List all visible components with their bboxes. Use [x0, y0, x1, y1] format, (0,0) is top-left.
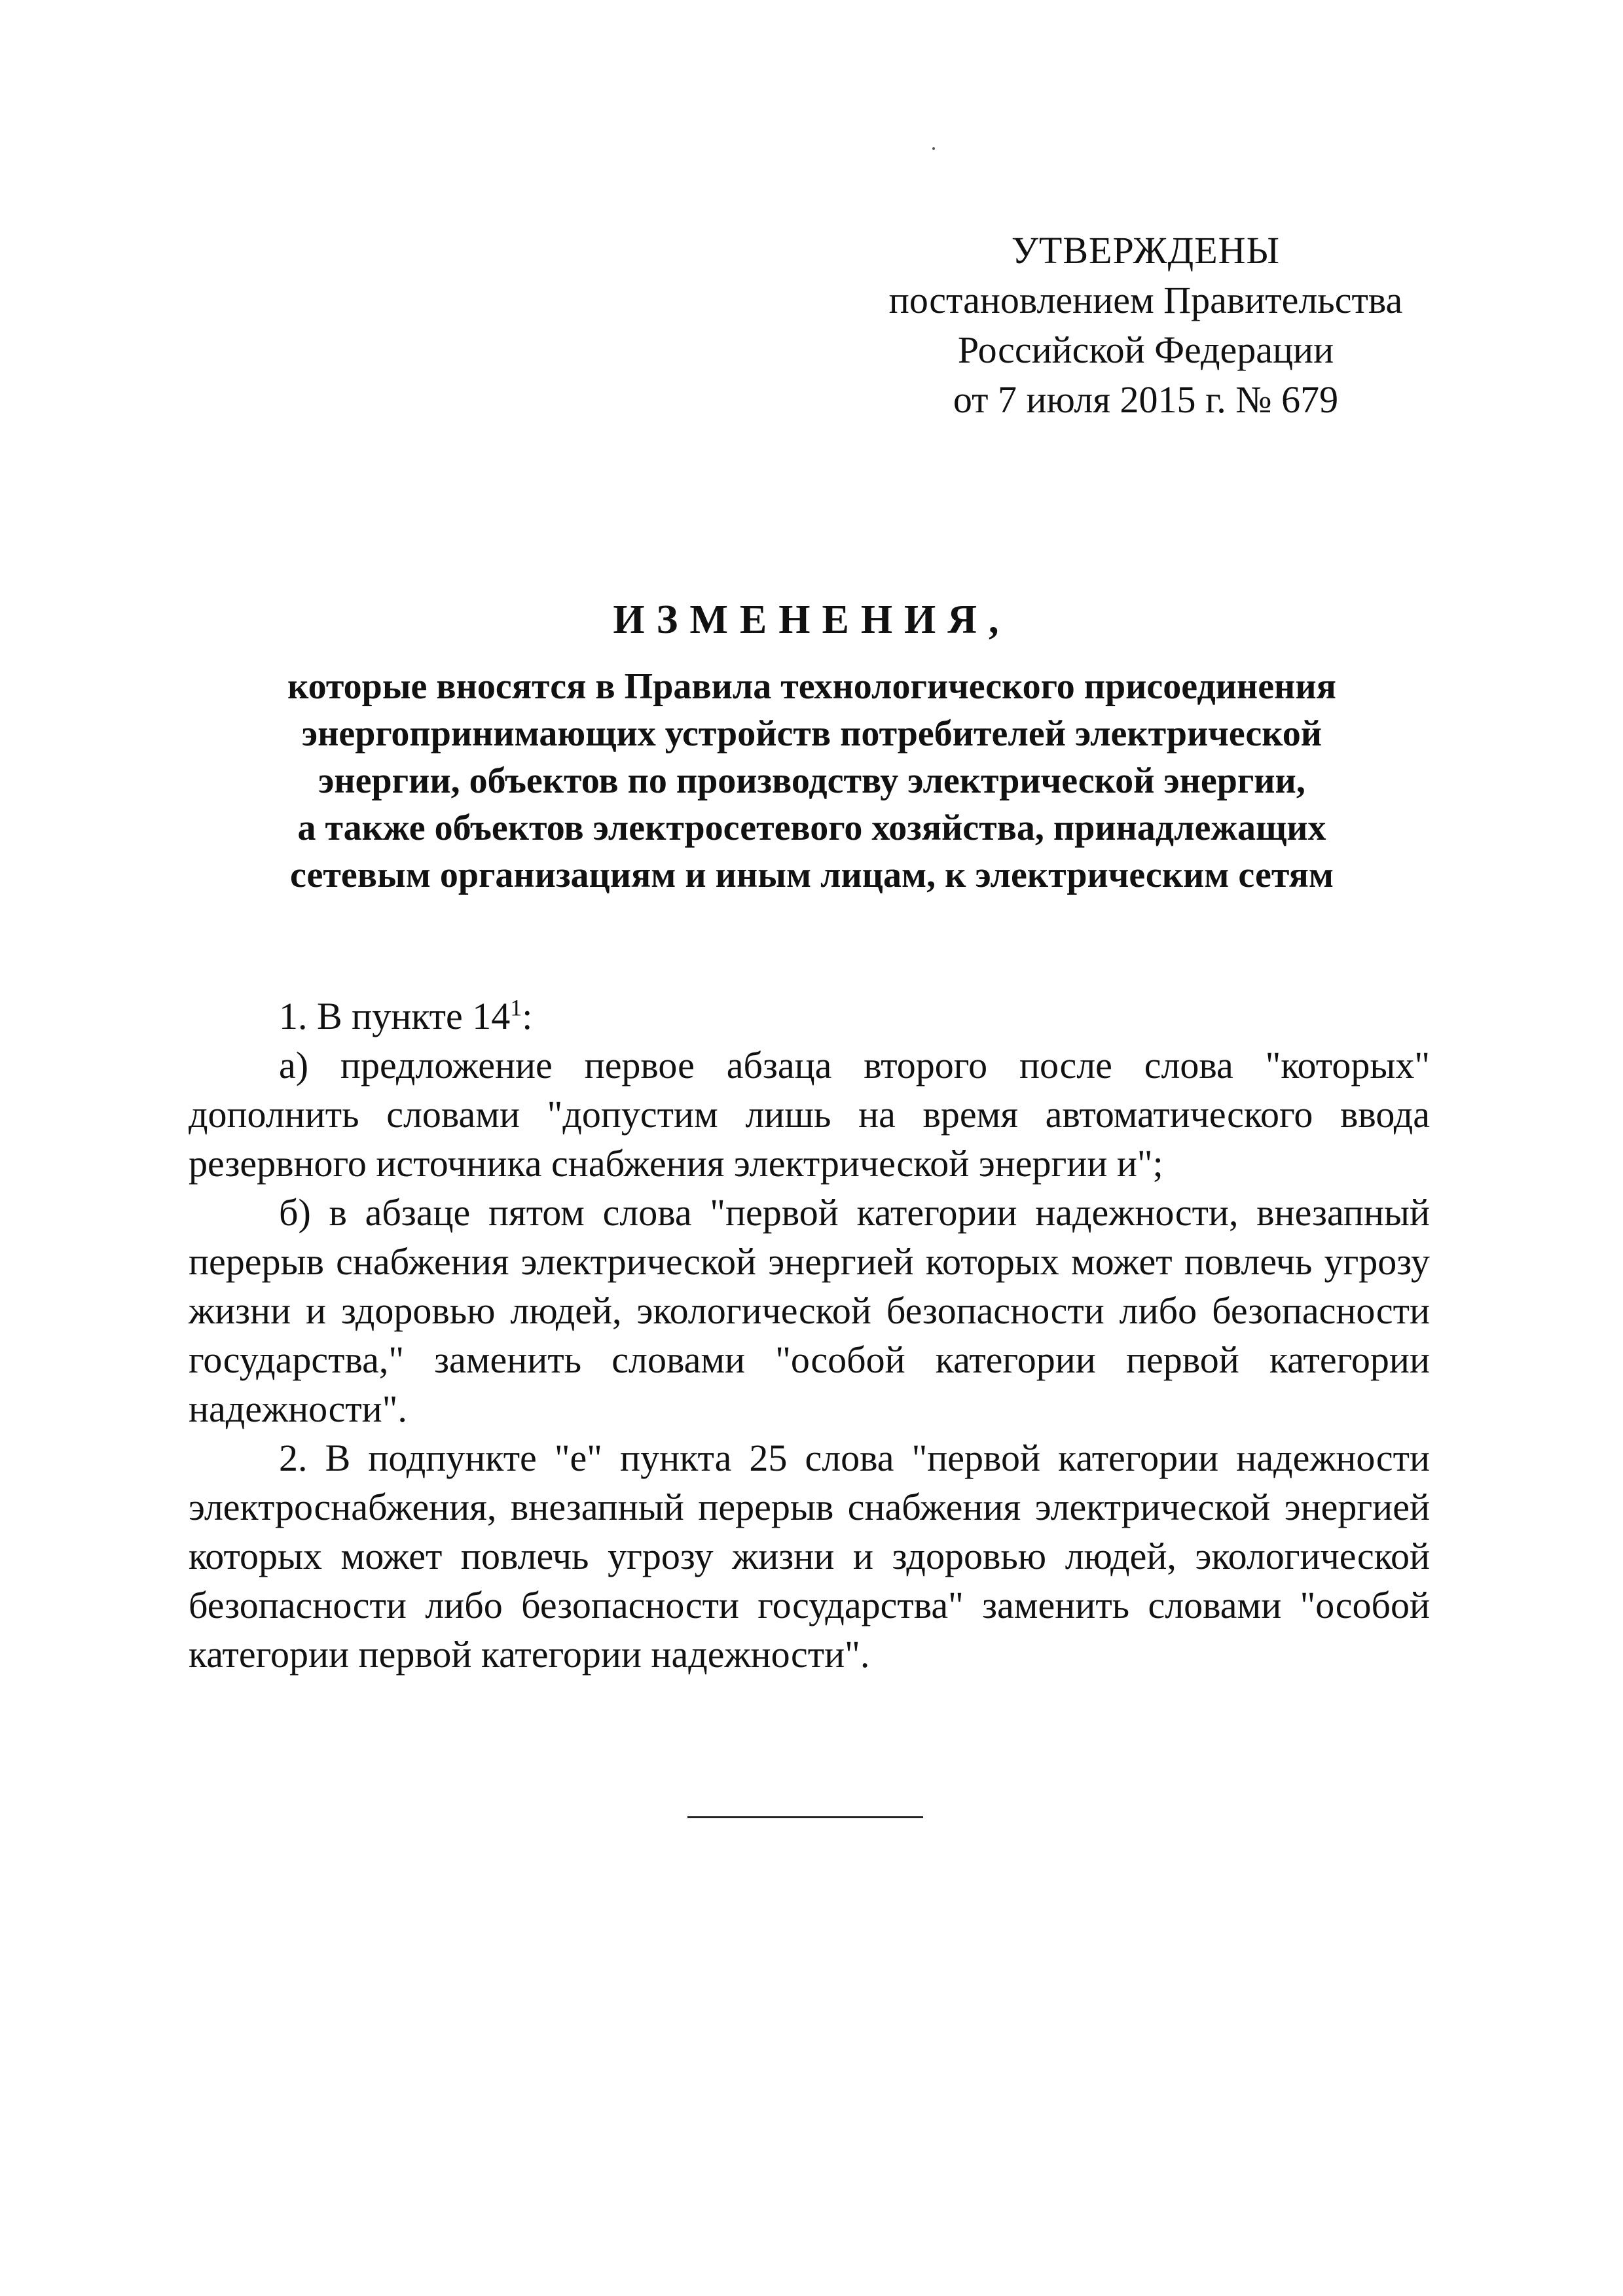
approval-line-2: Российской Федерации — [957, 329, 1334, 371]
heading-subtitle-line: а также объектов электросетевого хозяйства, принадлежащих — [297, 808, 1326, 848]
heading-subtitle — [157, 663, 1467, 899]
approval-line-3: от 7 июля 2015 г. № 679 — [953, 378, 1339, 421]
heading-title: ИЗМЕНЕНИЯ, — [613, 598, 1011, 642]
heading-subtitle-line: сетевым организациям и иным лицам, к электрическим сетям — [289, 855, 1334, 895]
paragraph-1 — [189, 992, 1430, 1041]
approval-title: УТВЕРЖДЕНЫ — [1011, 229, 1281, 272]
end-rule-divider — [687, 1816, 923, 1818]
superscript: 1 — [510, 994, 522, 1021]
heading-subtitle-line: энергопринимающих устройств потребителей электрической — [301, 713, 1322, 754]
approval-block — [851, 226, 1440, 425]
heading-subtitle-line: которые вносятся в Правила технологического присоединения — [287, 666, 1336, 707]
heading-subtitle-line: энергии, объектов по производству электрической энергии, — [318, 761, 1305, 801]
document-heading — [157, 592, 1467, 899]
paragraph-1-lead: 1. В пункте 14 — [279, 995, 511, 1037]
scan-speck — [932, 147, 935, 150]
paragraph-1-tail: : — [522, 995, 533, 1037]
paragraph-1a: а) предложение первое абзаца второго после слова "которых" дополнить словами "допустим лишь на время автоматического ввода резервного источника снабжения электрической энергии и"; — [189, 1044, 1430, 1185]
paragraph-2: 2. В подпункте "е" пункта 25 слова "первой категории надежности электроснабжения, внезапный перерыв снабжения электрической энергией которых может повлечь угрозу жизни и здоровью людей, экологической безопасности либо безопасности государства" заменить словами "особой категории первой категории надежности". — [189, 1437, 1430, 1676]
document-body — [189, 992, 1430, 1679]
approval-line-1: постановлением Правительства — [888, 279, 1403, 321]
paragraph-1b: б) в абзаце пятом слова "первой категории надежности, внезапный перерыв снабжения электрической энергией которых может повлечь угрозу жизни и здоровью людей, экологической безопасности либо безопасности государства," заменить словами "особой категории первой категории надежности". — [189, 1191, 1430, 1430]
